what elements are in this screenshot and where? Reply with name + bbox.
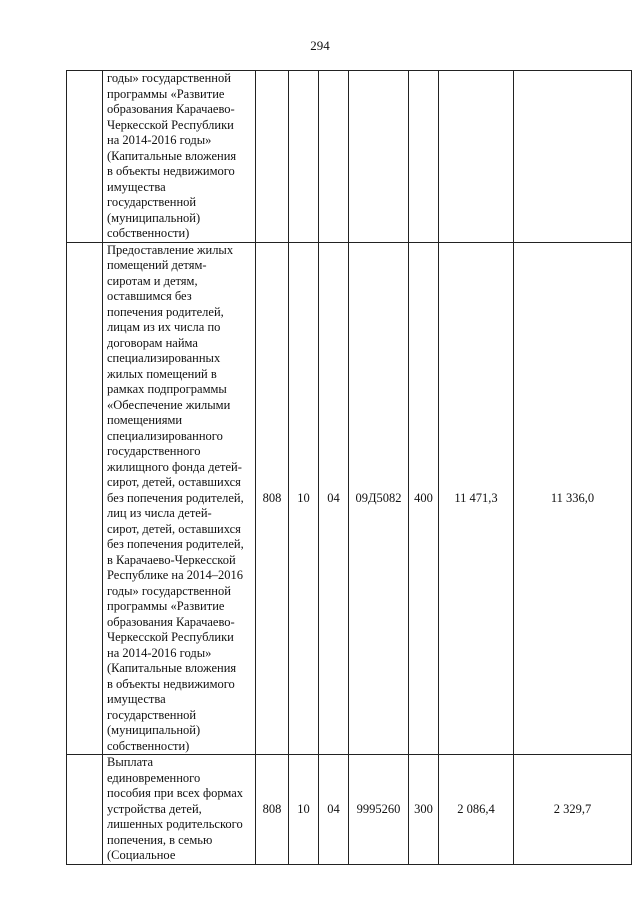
ministry-code-cell: 808 (256, 242, 289, 755)
table-row (67, 755, 632, 865)
section-code-cell: 10 (289, 755, 319, 865)
blank-cell (67, 242, 103, 755)
amount-2016-cell (514, 71, 632, 243)
section-code-cell: 10 (289, 242, 319, 755)
ministry-code-cell: 808 (256, 755, 289, 865)
description-cell: Предоставление жилых помещений детям- сиротам и детям, оставшимся без попечения родителей, лицам из их числа по договорам найма специализированных жилых помещений в рамках подпрограммы «Обеспечение жилыми помещениями специализированного государственного жилищного фонда детей- сирот, детей, оставшихся без попечения родителей, лиц из числа детей- сирот, детей, оставшихся без попечения родителей, в Карачаево-Черкесской Республике на 2014–2016 годы» государственной программы «Развитие образования Карачаево- Черкесской Республики на 2014-2016 годы» (Капитальные вложения в объекты недвижимого имущества государственной (муниципальной) собственности) (103, 242, 256, 755)
budget-table (66, 70, 632, 865)
target-article-cell: 9995260 (349, 755, 409, 865)
section-code-cell (289, 71, 319, 243)
expense-type-cell (409, 71, 439, 243)
amount-2016-cell: 2 329,7 (514, 755, 632, 865)
ministry-code-cell (256, 71, 289, 243)
description-cell: годы» государственной программы «Развитие образования Карачаево- Черкесской Республики на 2014-2016 годы» (Капитальные вложения в объекты недвижимого имущества государственной (муниципальной) собственности) (103, 71, 256, 243)
description-cell: Выплата единовременного пособия при всех формах устройства детей, лишенных родительского попечения, в семью (Социальное (103, 755, 256, 865)
target-article-cell (349, 71, 409, 243)
table-row (67, 71, 632, 243)
subsection-code-cell (319, 71, 349, 243)
amount-2015-cell: 11 471,3 (439, 242, 514, 755)
amount-2015-cell: 2 086,4 (439, 755, 514, 865)
page-number: 294 (310, 38, 330, 53)
expense-type-cell: 400 (409, 242, 439, 755)
subsection-code-cell: 04 (319, 755, 349, 865)
expense-type-cell: 300 (409, 755, 439, 865)
blank-cell (67, 71, 103, 243)
target-article-cell: 09Д5082 (349, 242, 409, 755)
blank-cell (67, 755, 103, 865)
amount-2015-cell (439, 71, 514, 243)
table-row (67, 242, 632, 755)
subsection-code-cell: 04 (319, 242, 349, 755)
amount-2016-cell: 11 336,0 (514, 242, 632, 755)
